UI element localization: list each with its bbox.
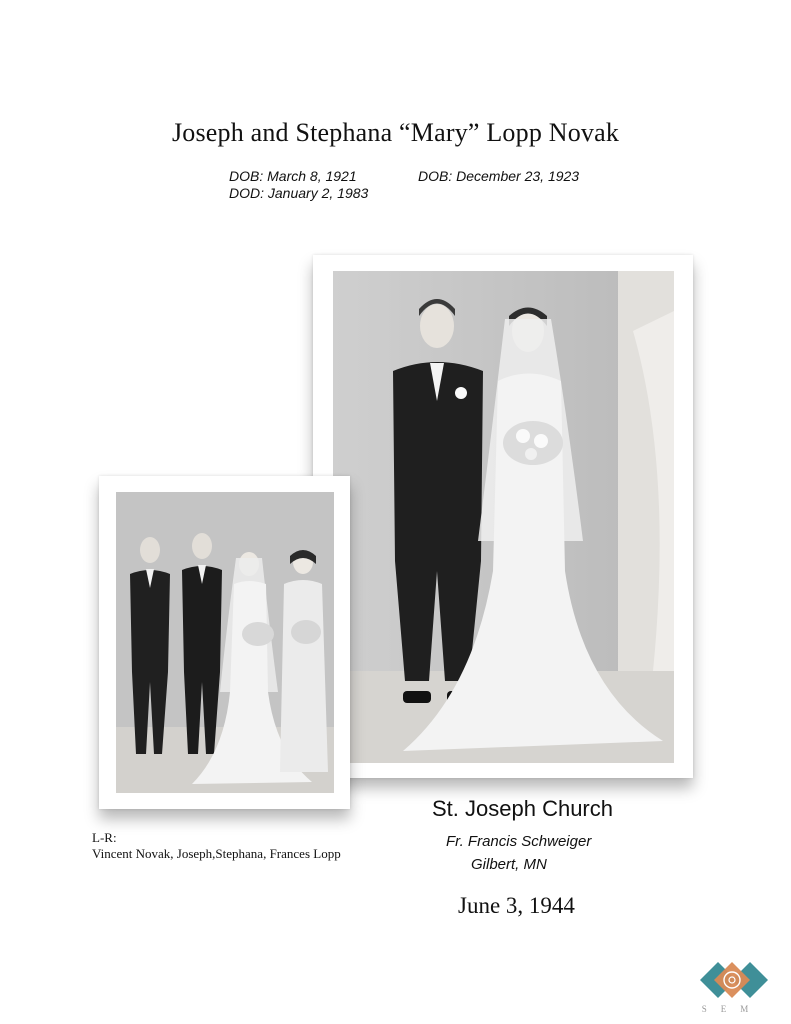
officiant-name: Fr. Francis Schweiger	[446, 833, 592, 850]
joseph-dates	[229, 168, 368, 202]
wedding-portrait-photo	[313, 255, 693, 778]
caption-names: Vincent Novak, Joseph,Stephana, Frances Lopp	[92, 846, 341, 861]
joseph-dob: DOB: March 8, 1921	[229, 168, 357, 184]
stephana-dob: DOB: December 23, 1923	[418, 168, 580, 184]
wedding-party-photo	[99, 476, 350, 809]
logo-text: SEM	[701, 1004, 763, 1014]
joseph-dod: DOD: January 2, 1983	[229, 185, 369, 201]
wedding-portrait-image	[333, 271, 674, 763]
church-name: St. Joseph Church	[432, 796, 613, 821]
wedding-date: June 3, 1944	[458, 893, 575, 918]
group-photo-caption	[92, 830, 341, 862]
wedding-party-image	[116, 492, 334, 793]
stephana-dates	[418, 168, 579, 185]
caption-lr-label: L-R:	[92, 830, 117, 845]
location: Gilbert, MN	[471, 856, 547, 873]
page-title: Joseph and Stephana “Mary” Lopp Novak	[171, 118, 620, 147]
